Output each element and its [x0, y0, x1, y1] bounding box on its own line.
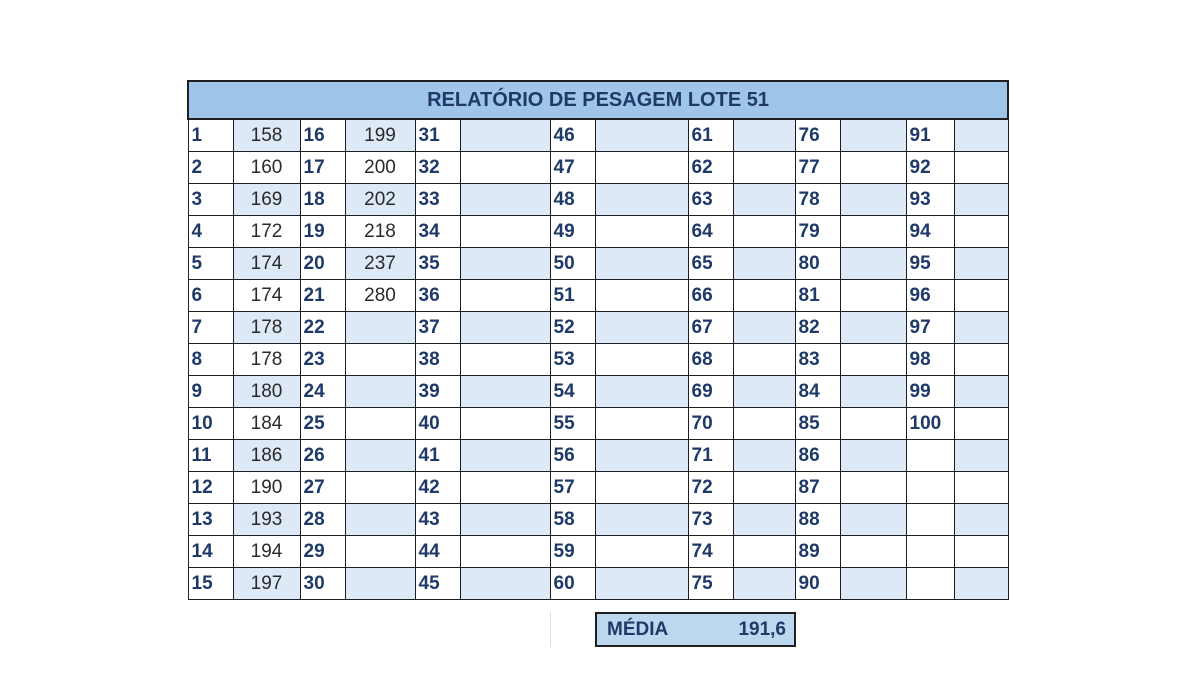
weight-cell[interactable]: 199 [345, 119, 415, 152]
lot-number-cell: 26 [300, 440, 345, 472]
lot-number-cell: 31 [415, 119, 460, 152]
weight-cell[interactable] [954, 504, 1008, 536]
lot-number-cell: 35 [415, 248, 460, 280]
weight-cell[interactable] [595, 376, 688, 408]
lot-number-cell: 9 [188, 376, 233, 408]
weight-cell[interactable]: 193 [233, 504, 300, 536]
lot-number-cell: 88 [795, 504, 840, 536]
lot-number-cell: 1 [188, 119, 233, 152]
weight-cell[interactable] [733, 216, 795, 248]
lot-number-cell: 72 [688, 472, 733, 504]
weight-cell[interactable] [595, 248, 688, 280]
lot-number-cell: 63 [688, 184, 733, 216]
weight-cell[interactable] [733, 568, 795, 600]
weight-cell[interactable] [460, 248, 550, 280]
lot-number-cell: 49 [550, 216, 595, 248]
lot-number-cell: 96 [906, 280, 954, 312]
weight-cell[interactable]: 184 [233, 408, 300, 440]
average-value: 191,6 [738, 618, 786, 640]
weight-cell[interactable] [954, 119, 1008, 152]
lot-number-cell: 41 [415, 440, 460, 472]
table-row [188, 440, 1008, 472]
lot-number-cell: 82 [795, 312, 840, 344]
table-row [188, 280, 1008, 312]
lot-number-cell: 20 [300, 248, 345, 280]
lot-number-cell: 13 [188, 504, 233, 536]
lot-number-cell: 40 [415, 408, 460, 440]
lot-number-cell: 10 [188, 408, 233, 440]
weight-cell[interactable]: 172 [233, 216, 300, 248]
lot-number-cell: 50 [550, 248, 595, 280]
table-row [188, 312, 1008, 344]
weighing-report-table [187, 80, 1009, 600]
table-row [188, 152, 1008, 184]
lot-number-cell: 52 [550, 312, 595, 344]
lot-number-cell: 51 [550, 280, 595, 312]
weight-cell[interactable]: 158 [233, 119, 300, 152]
weight-cell[interactable] [733, 184, 795, 216]
weight-cell[interactable] [954, 312, 1008, 344]
lot-number-cell: 37 [415, 312, 460, 344]
weight-cell[interactable]: 218 [345, 216, 415, 248]
lot-number-cell: 14 [188, 536, 233, 568]
lot-number-cell: 6 [188, 280, 233, 312]
weight-cell[interactable] [595, 119, 688, 152]
lot-number-cell: 84 [795, 376, 840, 408]
weight-cell[interactable] [595, 344, 688, 376]
weight-cell[interactable] [840, 472, 906, 504]
lot-number-cell: 87 [795, 472, 840, 504]
weight-cell[interactable] [954, 536, 1008, 568]
weight-cell[interactable]: 190 [233, 472, 300, 504]
lot-number-cell: 34 [415, 216, 460, 248]
lot-number-cell: 32 [415, 152, 460, 184]
lot-number-cell: 64 [688, 216, 733, 248]
lot-number-cell: 93 [906, 184, 954, 216]
weight-cell[interactable] [954, 248, 1008, 280]
lot-number-cell: 48 [550, 184, 595, 216]
weight-cell[interactable]: 169 [233, 184, 300, 216]
weight-cell[interactable] [840, 408, 906, 440]
weight-cell[interactable] [595, 536, 688, 568]
table-row [188, 248, 1008, 280]
lot-number-cell: 95 [906, 248, 954, 280]
weight-cell[interactable] [460, 152, 550, 184]
lot-number-cell: 25 [300, 408, 345, 440]
lot-number-cell: 60 [550, 568, 595, 600]
weight-cell[interactable] [840, 344, 906, 376]
weight-cell[interactable] [733, 152, 795, 184]
weight-cell[interactable] [840, 504, 906, 536]
lot-number-cell: 4 [188, 216, 233, 248]
weight-cell[interactable]: 186 [233, 440, 300, 472]
weight-cell[interactable] [840, 216, 906, 248]
weight-cell[interactable] [345, 440, 415, 472]
weight-cell[interactable]: 160 [233, 152, 300, 184]
weight-cell[interactable] [345, 408, 415, 440]
weight-cell[interactable] [460, 568, 550, 600]
weight-cell[interactable] [345, 504, 415, 536]
lot-number-cell: 36 [415, 280, 460, 312]
lot-number-cell: 11 [188, 440, 233, 472]
lot-number-cell: 38 [415, 344, 460, 376]
lot-number-cell: 2 [188, 152, 233, 184]
weight-cell[interactable]: 202 [345, 184, 415, 216]
weight-cell[interactable] [460, 536, 550, 568]
lot-number-cell: 44 [415, 536, 460, 568]
lot-number-cell: 85 [795, 408, 840, 440]
lot-number-cell: 80 [795, 248, 840, 280]
lot-number-cell: 21 [300, 280, 345, 312]
weight-cell[interactable] [840, 376, 906, 408]
lot-number-cell: 74 [688, 536, 733, 568]
lot-number-cell: 27 [300, 472, 345, 504]
lot-number-cell: 61 [688, 119, 733, 152]
lot-number-cell: 33 [415, 184, 460, 216]
weight-cell[interactable] [460, 408, 550, 440]
lot-number-cell: 39 [415, 376, 460, 408]
lot-number-cell: 65 [688, 248, 733, 280]
weight-cell[interactable]: 237 [345, 248, 415, 280]
average-label: MÉDIA [607, 618, 669, 640]
table-row [188, 536, 1008, 568]
lot-number-cell: 67 [688, 312, 733, 344]
lot-number-cell: 46 [550, 119, 595, 152]
report-title: RELATÓRIO DE PESAGEM LOTE 51 [188, 81, 1008, 119]
lot-number-cell: 100 [906, 408, 954, 440]
weight-cell[interactable] [733, 472, 795, 504]
lot-number-cell: 15 [188, 568, 233, 600]
lot-number-cell: 55 [550, 408, 595, 440]
weight-cell[interactable] [345, 344, 415, 376]
weight-cell[interactable] [595, 440, 688, 472]
lot-number-cell: 8 [188, 344, 233, 376]
lot-number-cell: 59 [550, 536, 595, 568]
weight-cell[interactable] [345, 312, 415, 344]
weight-cell[interactable] [733, 440, 795, 472]
table-row [188, 119, 1008, 152]
weight-cell[interactable]: 180 [233, 376, 300, 408]
lot-number-cell: 54 [550, 376, 595, 408]
weight-cell[interactable] [954, 472, 1008, 504]
lot-number-cell: 71 [688, 440, 733, 472]
weight-cell[interactable] [345, 568, 415, 600]
weight-cell[interactable] [840, 152, 906, 184]
weight-cell[interactable] [595, 312, 688, 344]
weight-cell[interactable] [840, 568, 906, 600]
lot-number-cell: 73 [688, 504, 733, 536]
weight-cell[interactable]: 178 [233, 312, 300, 344]
lot-number-cell: 24 [300, 376, 345, 408]
weight-cell[interactable] [595, 280, 688, 312]
weight-cell[interactable]: 194 [233, 536, 300, 568]
weight-cell[interactable] [345, 472, 415, 504]
weight-cell[interactable]: 197 [233, 568, 300, 600]
weight-cell[interactable] [954, 376, 1008, 408]
weight-cell[interactable] [733, 312, 795, 344]
lot-number-cell: 70 [688, 408, 733, 440]
weight-cell[interactable] [840, 119, 906, 152]
table-row [188, 472, 1008, 504]
lot-number-cell: 78 [795, 184, 840, 216]
weight-cell[interactable] [460, 472, 550, 504]
lot-number-cell: 56 [550, 440, 595, 472]
table-row [188, 504, 1008, 536]
weight-cell[interactable] [954, 184, 1008, 216]
lot-number-cell: 12 [188, 472, 233, 504]
lot-number-cell: 28 [300, 504, 345, 536]
lot-number-cell [906, 472, 954, 504]
weight-cell[interactable] [733, 504, 795, 536]
lot-number-cell: 92 [906, 152, 954, 184]
lot-number-cell [906, 504, 954, 536]
lot-number-cell: 17 [300, 152, 345, 184]
weight-cell[interactable] [460, 119, 550, 152]
lot-number-cell: 66 [688, 280, 733, 312]
weight-cell[interactable] [460, 184, 550, 216]
weight-cell[interactable] [460, 216, 550, 248]
lot-number-cell: 83 [795, 344, 840, 376]
weight-cell[interactable] [733, 408, 795, 440]
lot-number-cell: 91 [906, 119, 954, 152]
weight-cell[interactable] [595, 472, 688, 504]
lot-number-cell: 43 [415, 504, 460, 536]
weight-cell[interactable] [954, 440, 1008, 472]
lot-number-cell: 75 [688, 568, 733, 600]
weight-cell[interactable] [733, 248, 795, 280]
lot-number-cell: 29 [300, 536, 345, 568]
weight-cell[interactable] [840, 312, 906, 344]
lot-number-cell: 86 [795, 440, 840, 472]
weight-cell[interactable] [733, 280, 795, 312]
weight-cell[interactable] [954, 408, 1008, 440]
weight-cell[interactable] [954, 568, 1008, 600]
weight-cell[interactable] [733, 119, 795, 152]
lot-number-cell: 7 [188, 312, 233, 344]
lot-number-cell: 19 [300, 216, 345, 248]
lot-number-cell: 42 [415, 472, 460, 504]
lot-number-cell: 47 [550, 152, 595, 184]
table-row [188, 568, 1008, 600]
weight-cell[interactable] [840, 440, 906, 472]
lot-number-cell: 3 [188, 184, 233, 216]
weight-cell[interactable] [595, 504, 688, 536]
lot-number-cell: 23 [300, 344, 345, 376]
weight-cell[interactable]: 174 [233, 248, 300, 280]
weight-cell[interactable] [954, 344, 1008, 376]
lot-number-cell: 90 [795, 568, 840, 600]
weight-cell[interactable] [840, 184, 906, 216]
lot-number-cell: 76 [795, 119, 840, 152]
lot-number-cell: 97 [906, 312, 954, 344]
lot-number-cell: 89 [795, 536, 840, 568]
lot-number-cell: 22 [300, 312, 345, 344]
table-row [188, 184, 1008, 216]
lot-number-cell: 45 [415, 568, 460, 600]
weight-cell[interactable] [460, 376, 550, 408]
lot-number-cell: 58 [550, 504, 595, 536]
weight-cell[interactable] [733, 344, 795, 376]
weight-cell[interactable] [460, 504, 550, 536]
weight-cell[interactable] [345, 376, 415, 408]
weight-cell[interactable] [954, 152, 1008, 184]
lot-number-cell: 53 [550, 344, 595, 376]
weight-cell[interactable] [460, 280, 550, 312]
weight-cell[interactable] [460, 344, 550, 376]
weight-cell[interactable]: 200 [345, 152, 415, 184]
lot-number-cell: 62 [688, 152, 733, 184]
divider-line [550, 612, 551, 647]
weight-cell[interactable] [954, 280, 1008, 312]
lot-number-cell: 94 [906, 216, 954, 248]
lot-number-cell: 16 [300, 119, 345, 152]
lot-number-cell: 98 [906, 344, 954, 376]
lot-number-cell: 99 [906, 376, 954, 408]
table-row [188, 408, 1008, 440]
lot-number-cell: 5 [188, 248, 233, 280]
lot-number-cell [906, 536, 954, 568]
weight-cell[interactable] [595, 152, 688, 184]
weight-cell[interactable] [954, 216, 1008, 248]
table-row [188, 344, 1008, 376]
lot-number-cell: 30 [300, 568, 345, 600]
weight-cell[interactable] [733, 536, 795, 568]
weight-cell[interactable] [840, 280, 906, 312]
weight-cell[interactable]: 178 [233, 344, 300, 376]
lot-number-cell: 81 [795, 280, 840, 312]
lot-number-cell [906, 440, 954, 472]
report-body [188, 119, 1008, 600]
weight-cell[interactable] [595, 216, 688, 248]
lot-number-cell: 79 [795, 216, 840, 248]
weight-cell[interactable] [460, 312, 550, 344]
average-box [595, 612, 796, 647]
table-row [188, 216, 1008, 248]
weight-cell[interactable]: 280 [345, 280, 415, 312]
lot-number-cell [906, 568, 954, 600]
weight-cell[interactable] [840, 536, 906, 568]
weight-cell[interactable] [733, 376, 795, 408]
weight-cell[interactable] [595, 184, 688, 216]
weight-cell[interactable] [345, 536, 415, 568]
weight-cell[interactable] [595, 408, 688, 440]
weight-cell[interactable] [460, 440, 550, 472]
lot-number-cell: 77 [795, 152, 840, 184]
table-row [188, 376, 1008, 408]
lot-number-cell: 69 [688, 376, 733, 408]
weight-cell[interactable] [595, 568, 688, 600]
weight-cell[interactable]: 174 [233, 280, 300, 312]
lot-number-cell: 18 [300, 184, 345, 216]
lot-number-cell: 57 [550, 472, 595, 504]
lot-number-cell: 68 [688, 344, 733, 376]
title-row [188, 81, 1008, 119]
weight-cell[interactable] [840, 248, 906, 280]
